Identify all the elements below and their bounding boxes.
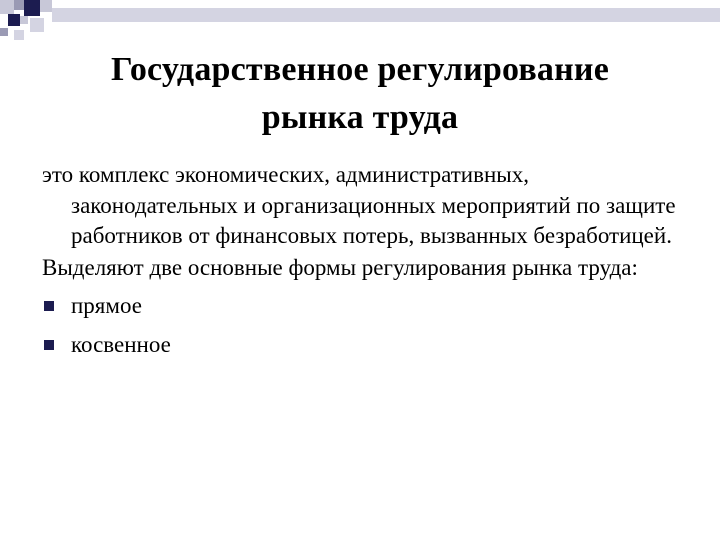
forms-intro-paragraph: Выделяют две основные формы регулирования рынка труда: xyxy=(42,254,638,280)
list-item xyxy=(42,330,682,361)
square-bullet-icon xyxy=(44,340,54,350)
list-item-label: прямое xyxy=(71,293,142,318)
square-bullet-icon xyxy=(44,301,54,311)
slide-title xyxy=(40,46,680,142)
title-line-1: Государственное регулирование xyxy=(110,51,610,88)
decorative-squares-icon xyxy=(0,0,720,44)
decorative-header-band xyxy=(0,0,720,44)
slide-body xyxy=(42,160,682,360)
list-item-label: косвенное xyxy=(71,331,171,357)
title-line-2: рынка труда xyxy=(261,99,459,136)
list-item xyxy=(42,291,682,322)
forms-list xyxy=(42,291,682,360)
definition-paragraph: это комплекс экономических, административных, законодательных и организационных мероприятий по защите работников от финансовых потерь, вызванных безработицей. xyxy=(42,162,676,248)
